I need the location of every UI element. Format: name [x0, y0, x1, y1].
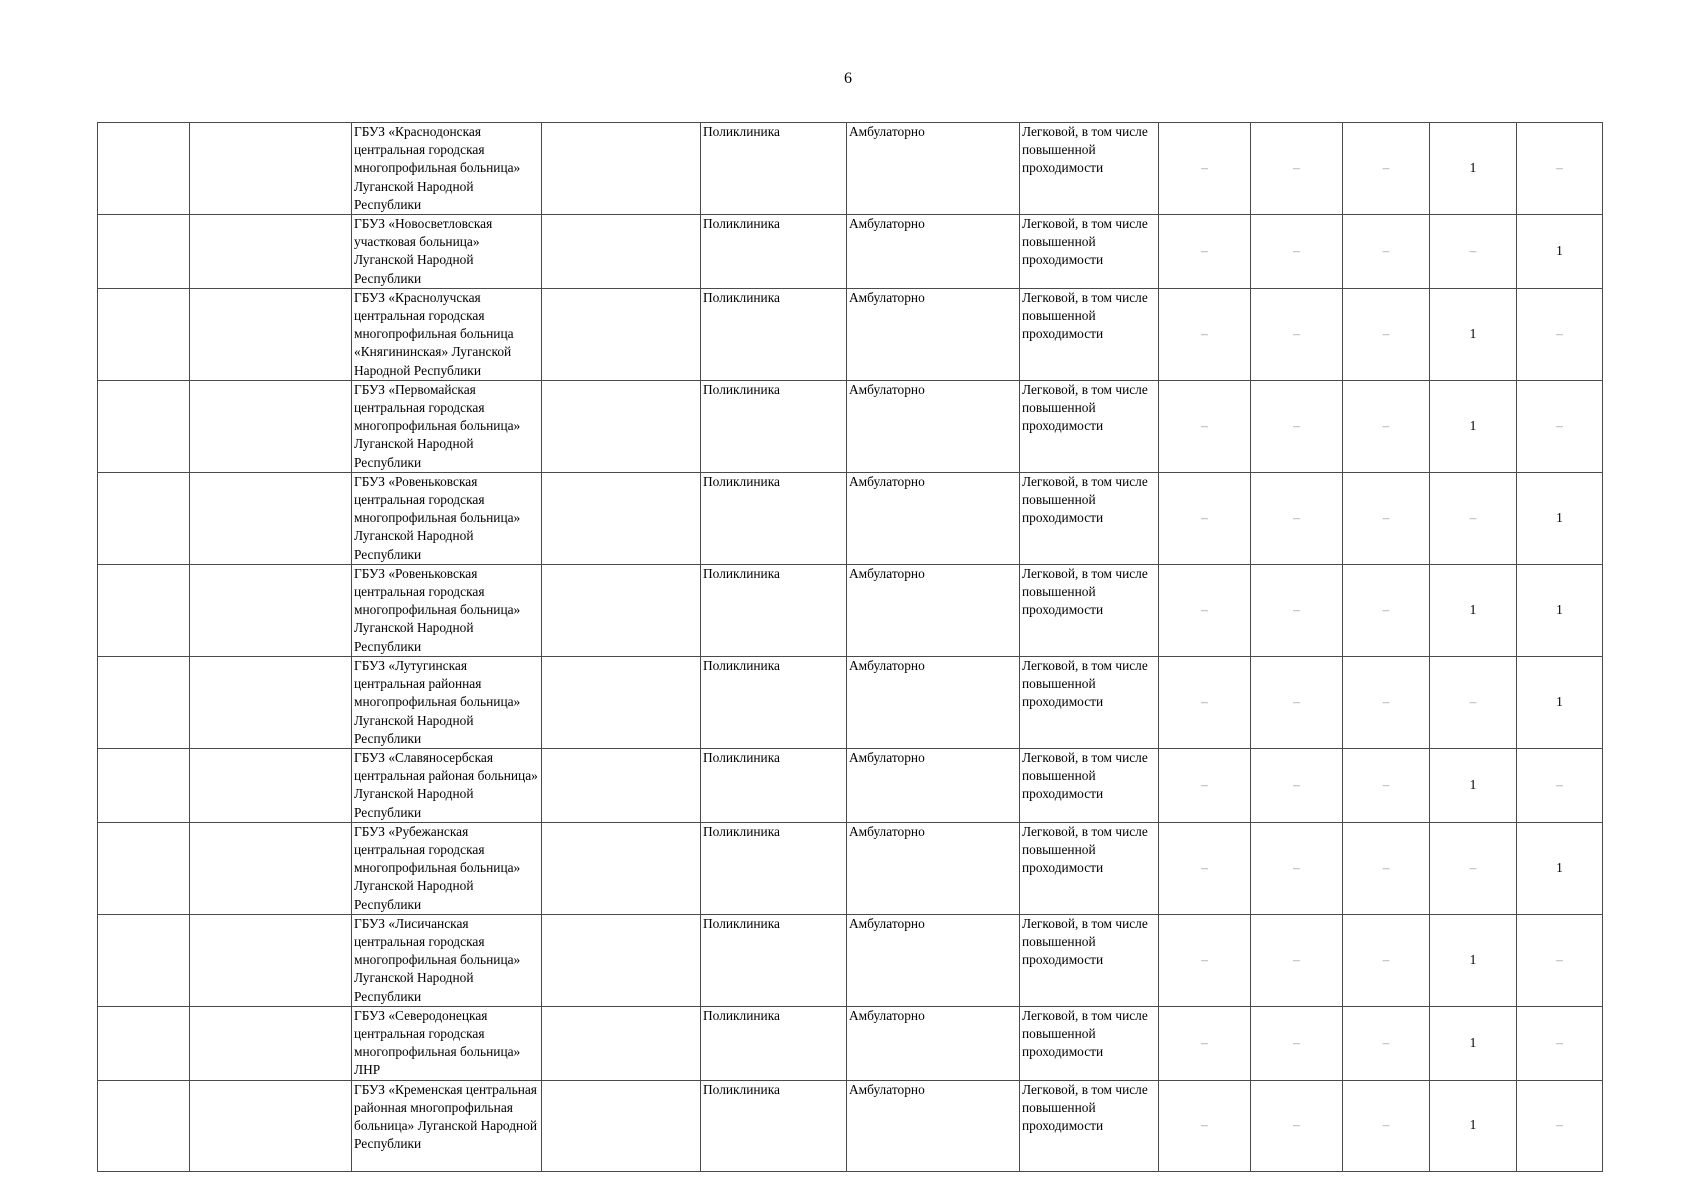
cell-count-5: 1 — [1517, 215, 1603, 289]
cell-care-mode: Амбулаторно — [847, 380, 1020, 472]
cell-count-1: – — [1159, 1080, 1251, 1171]
cell-vehicle-type: Легковой, в том числе повышенной проходимости — [1020, 288, 1159, 380]
cell-count-4: – — [1430, 656, 1517, 748]
cell-count-5: – — [1517, 748, 1603, 822]
table-row — [98, 656, 1603, 748]
table-row — [98, 380, 1603, 472]
vehicle-allocation-table — [97, 122, 1603, 1172]
table-row — [98, 748, 1603, 822]
cell-count-2: – — [1251, 215, 1343, 289]
table-row — [98, 914, 1603, 1006]
cell-facility-type: Поликлиника — [701, 748, 847, 822]
cell-count-1: – — [1159, 380, 1251, 472]
cell-count-1: – — [1159, 914, 1251, 1006]
cell-empty-3 — [542, 914, 701, 1006]
cell-count-4: 1 — [1430, 748, 1517, 822]
cell-care-mode: Амбулаторно — [847, 288, 1020, 380]
cell-care-mode: Амбулаторно — [847, 914, 1020, 1006]
cell-count-4: 1 — [1430, 914, 1517, 1006]
cell-count-4: 1 — [1430, 288, 1517, 380]
table-row — [98, 1006, 1603, 1080]
cell-count-1: – — [1159, 656, 1251, 748]
cell-facility-type: Поликлиника — [701, 472, 847, 564]
cell-count-2: – — [1251, 748, 1343, 822]
cell-care-mode: Амбулаторно — [847, 748, 1020, 822]
cell-care-mode: Амбулаторно — [847, 822, 1020, 914]
cell-empty-2 — [190, 748, 352, 822]
cell-count-1: – — [1159, 564, 1251, 656]
cell-count-2: – — [1251, 564, 1343, 656]
cell-facility-type: Поликлиника — [701, 288, 847, 380]
cell-empty-3 — [542, 380, 701, 472]
cell-count-1: – — [1159, 1006, 1251, 1080]
cell-count-5: – — [1517, 380, 1603, 472]
table-row — [98, 822, 1603, 914]
cell-empty-3 — [542, 1006, 701, 1080]
cell-count-5: 1 — [1517, 472, 1603, 564]
cell-count-2: – — [1251, 380, 1343, 472]
table-row — [98, 288, 1603, 380]
table-row — [98, 1080, 1603, 1171]
cell-care-mode: Амбулаторно — [847, 1080, 1020, 1171]
cell-count-3: – — [1343, 914, 1430, 1006]
cell-empty-2 — [190, 656, 352, 748]
cell-count-1: – — [1159, 123, 1251, 215]
cell-count-3: – — [1343, 215, 1430, 289]
cell-count-3: – — [1343, 472, 1430, 564]
cell-empty-1 — [98, 215, 190, 289]
cell-count-2: – — [1251, 656, 1343, 748]
cell-count-1: – — [1159, 215, 1251, 289]
cell-vehicle-type: Легковой, в том числе повышенной проходимости — [1020, 215, 1159, 289]
cell-vehicle-type: Легковой, в том числе повышенной проходимости — [1020, 748, 1159, 822]
cell-count-4: – — [1430, 472, 1517, 564]
cell-empty-1 — [98, 656, 190, 748]
table-row — [98, 123, 1603, 215]
cell-count-3: – — [1343, 380, 1430, 472]
cell-count-3: – — [1343, 822, 1430, 914]
cell-care-mode: Амбулаторно — [847, 472, 1020, 564]
cell-count-4: – — [1430, 215, 1517, 289]
cell-count-1: – — [1159, 822, 1251, 914]
cell-facility-type: Поликлиника — [701, 380, 847, 472]
cell-empty-3 — [542, 748, 701, 822]
cell-organization: ГБУЗ «Лисичанская центральная городская многопрофильная больница» Луганской Народной Республики — [352, 914, 542, 1006]
cell-empty-1 — [98, 123, 190, 215]
cell-empty-3 — [542, 123, 701, 215]
cell-count-5: – — [1517, 1080, 1603, 1171]
cell-count-2: – — [1251, 123, 1343, 215]
cell-count-3: – — [1343, 748, 1430, 822]
cell-organization: ГБУЗ «Северодонецкая центральная городская многопрофильная больница» ЛНР — [352, 1006, 542, 1080]
table-row — [98, 564, 1603, 656]
cell-care-mode: Амбулаторно — [847, 123, 1020, 215]
cell-count-1: – — [1159, 748, 1251, 822]
cell-vehicle-type: Легковой, в том числе повышенной проходимости — [1020, 1080, 1159, 1171]
cell-count-3: – — [1343, 288, 1430, 380]
cell-organization: ГБУЗ «Новосветловская участковая больница» Луганской Народной Республики — [352, 215, 542, 289]
cell-count-5: – — [1517, 288, 1603, 380]
cell-vehicle-type: Легковой, в том числе повышенной проходимости — [1020, 822, 1159, 914]
cell-facility-type: Поликлиника — [701, 1006, 847, 1080]
cell-empty-1 — [98, 822, 190, 914]
cell-empty-2 — [190, 1006, 352, 1080]
cell-empty-1 — [98, 288, 190, 380]
cell-empty-2 — [190, 914, 352, 1006]
cell-empty-1 — [98, 914, 190, 1006]
cell-empty-2 — [190, 472, 352, 564]
cell-count-1: – — [1159, 288, 1251, 380]
cell-count-4: – — [1430, 822, 1517, 914]
cell-count-3: – — [1343, 564, 1430, 656]
cell-facility-type: Поликлиника — [701, 656, 847, 748]
cell-count-3: – — [1343, 656, 1430, 748]
cell-count-4: 1 — [1430, 1080, 1517, 1171]
cell-count-5: 1 — [1517, 822, 1603, 914]
cell-empty-2 — [190, 1080, 352, 1171]
cell-empty-1 — [98, 380, 190, 472]
cell-facility-type: Поликлиника — [701, 215, 847, 289]
cell-organization: ГБУЗ «Славяносербская центральная районая больница» Луганской Народной Республики — [352, 748, 542, 822]
cell-empty-1 — [98, 1006, 190, 1080]
cell-count-2: – — [1251, 1006, 1343, 1080]
cell-count-3: – — [1343, 123, 1430, 215]
cell-care-mode: Амбулаторно — [847, 1006, 1020, 1080]
cell-empty-2 — [190, 215, 352, 289]
cell-count-2: – — [1251, 288, 1343, 380]
table-row — [98, 215, 1603, 289]
cell-empty-3 — [542, 472, 701, 564]
page-number: 6 — [844, 70, 852, 87]
cell-empty-3 — [542, 656, 701, 748]
cell-count-4: 1 — [1430, 1006, 1517, 1080]
cell-vehicle-type: Легковой, в том числе повышенной проходимости — [1020, 656, 1159, 748]
cell-organization: ГБУЗ «Кременская центральная районная многопрофильная больница» Луганской Народной Республики — [352, 1080, 542, 1171]
cell-count-2: – — [1251, 1080, 1343, 1171]
cell-facility-type: Поликлиника — [701, 914, 847, 1006]
cell-facility-type: Поликлиника — [701, 564, 847, 656]
cell-care-mode: Амбулаторно — [847, 215, 1020, 289]
cell-empty-1 — [98, 748, 190, 822]
cell-organization: ГБУЗ «Рубежанская центральная городская многопрофильная больница» Луганской Народной Республики — [352, 822, 542, 914]
cell-vehicle-type: Легковой, в том числе повышенной проходимости — [1020, 564, 1159, 656]
cell-organization: ГБУЗ «Краснолучская центральная городская многопрофильная больница «Княгининская» Луганской Народной Республики — [352, 288, 542, 380]
cell-organization: ГБУЗ «Лутугинская центральная районная многопрофильная больница» Луганской Народной Республики — [352, 656, 542, 748]
cell-vehicle-type: Легковой, в том числе повышенной проходимости — [1020, 1006, 1159, 1080]
cell-empty-1 — [98, 472, 190, 564]
cell-count-5: 1 — [1517, 656, 1603, 748]
cell-empty-3 — [542, 1080, 701, 1171]
cell-vehicle-type: Легковой, в том числе повышенной проходимости — [1020, 123, 1159, 215]
cell-count-3: – — [1343, 1006, 1430, 1080]
table-row — [98, 472, 1603, 564]
cell-facility-type: Поликлиника — [701, 822, 847, 914]
cell-count-2: – — [1251, 472, 1343, 564]
cell-empty-3 — [542, 288, 701, 380]
cell-empty-3 — [542, 564, 701, 656]
cell-count-3: – — [1343, 1080, 1430, 1171]
cell-count-5: 1 — [1517, 564, 1603, 656]
cell-vehicle-type: Легковой, в том числе повышенной проходимости — [1020, 914, 1159, 1006]
cell-count-5: – — [1517, 914, 1603, 1006]
cell-empty-3 — [542, 215, 701, 289]
cell-care-mode: Амбулаторно — [847, 564, 1020, 656]
cell-count-2: – — [1251, 914, 1343, 1006]
cell-organization: ГБУЗ «Первомайская центральная городская многопрофильная больница» Луганской Народной Республики — [352, 380, 542, 472]
cell-organization: ГБУЗ «Краснодонская центральная городская многопрофильная больница» Луганской Народной Республики — [352, 123, 542, 215]
cell-count-1: – — [1159, 472, 1251, 564]
cell-empty-3 — [542, 822, 701, 914]
cell-empty-1 — [98, 1080, 190, 1171]
cell-organization: ГБУЗ «Ровеньковская центральная городская многопрофильная больница» Луганской Народной Республики — [352, 472, 542, 564]
cell-facility-type: Поликлиника — [701, 1080, 847, 1171]
cell-vehicle-type: Легковой, в том числе повышенной проходимости — [1020, 380, 1159, 472]
cell-empty-2 — [190, 564, 352, 656]
cell-count-5: – — [1517, 123, 1603, 215]
cell-empty-1 — [98, 564, 190, 656]
cell-count-2: – — [1251, 822, 1343, 914]
cell-empty-2 — [190, 822, 352, 914]
cell-count-5: – — [1517, 1006, 1603, 1080]
table-body — [98, 123, 1603, 1172]
cell-empty-2 — [190, 380, 352, 472]
cell-empty-2 — [190, 288, 352, 380]
cell-count-4: 1 — [1430, 564, 1517, 656]
cell-vehicle-type: Легковой, в том числе повышенной проходимости — [1020, 472, 1159, 564]
cell-care-mode: Амбулаторно — [847, 656, 1020, 748]
cell-organization: ГБУЗ «Ровеньковская центральная городская многопрофильная больница» Луганской Народной Республики — [352, 564, 542, 656]
cell-facility-type: Поликлиника — [701, 123, 847, 215]
cell-count-4: 1 — [1430, 380, 1517, 472]
cell-count-4: 1 — [1430, 123, 1517, 215]
cell-empty-2 — [190, 123, 352, 215]
